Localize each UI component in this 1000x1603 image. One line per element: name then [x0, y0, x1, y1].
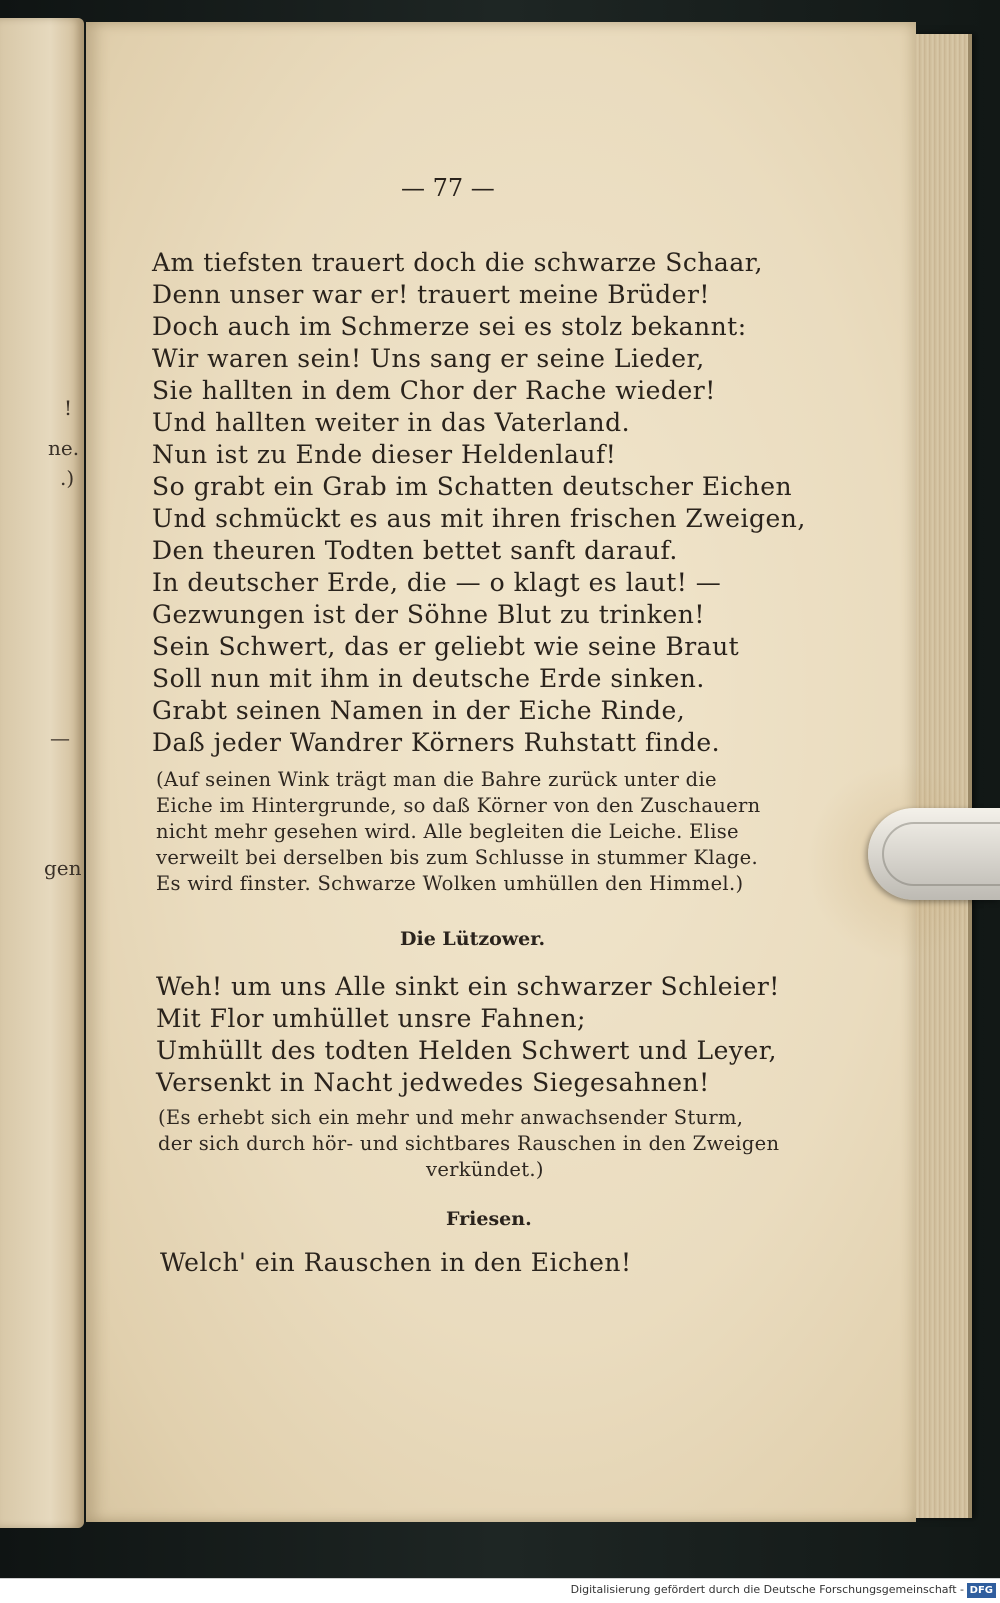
verse-line: Umhüllt des todten Helden Schwert und Leyer,	[156, 1036, 777, 1065]
speaker-name: Die Lützower.	[400, 928, 546, 950]
verse-line: Gezwungen ist der Söhne Blut zu trinken!	[152, 600, 705, 629]
verse-line: Mit Flor umhüllet unsre Fahnen;	[156, 1004, 586, 1033]
previous-page-fragment: .)	[60, 466, 75, 490]
funding-credit: Digitalisierung gefördert durch die Deutsche Forschungsgemeinschaft -	[570, 1583, 964, 1596]
verse-line: Soll nun mit ihm in deutsche Erde sinken.	[152, 664, 705, 693]
verse-line: Und hallten weiter in das Vaterland.	[152, 408, 631, 437]
stage-direction: verkündet.)	[426, 1158, 544, 1181]
stage-direction: verweilt bei derselben bis zum Schlusse in stummer Klage.	[156, 846, 759, 869]
stage-direction: Es wird finster. Schwarze Wolken umhüllen den Himmel.)	[156, 872, 744, 895]
page-clip	[868, 808, 1000, 900]
book-page	[86, 22, 916, 1522]
verse-line: Sein Schwert, das er geliebt wie seine Braut	[152, 632, 740, 661]
verse-line: Sie hallten in dem Chor der Rache wieder!	[152, 376, 716, 405]
stage-direction: (Auf seinen Wink trägt man die Bahre zurück unter die	[156, 768, 717, 791]
verse-line: Den theuren Todten bettet sanft darauf.	[152, 536, 678, 565]
verse-line: Nun ist zu Ende dieser Heldenlauf!	[152, 440, 617, 469]
stage-direction: (Es erhebt sich ein mehr und mehr anwachsender Sturm,	[158, 1106, 744, 1129]
verse-line: Denn unser war er! trauert meine Brüder!	[152, 280, 710, 309]
previous-page-fragment: gen	[44, 856, 82, 880]
digitization-footer	[0, 1578, 1000, 1603]
previous-page-fragment: —	[50, 726, 70, 750]
page-number: — 77 —	[401, 174, 495, 202]
dfg-logo-icon: DFG	[967, 1583, 996, 1598]
verse-line: Daß jeder Wandrer Körners Ruhstatt finde.	[152, 728, 721, 757]
verse-line: Wir waren sein! Uns sang er seine Lieder,	[152, 344, 705, 373]
previous-page-fragment: !	[64, 396, 73, 420]
previous-page-fragment: ne.	[48, 436, 80, 460]
verse-line: Versenkt in Nacht jedwedes Siegesahnen!	[156, 1068, 710, 1097]
stage-direction: Eiche im Hintergrunde, so daß Körner von den Zuschauern	[156, 794, 761, 817]
verse-line: In deutscher Erde, die — o klagt es laut! —	[152, 568, 722, 597]
verse-line: Und schmückt es aus mit ihren frischen Zweigen,	[152, 504, 806, 533]
verse-line: So grabt ein Grab im Schatten deutscher Eichen	[152, 472, 793, 501]
speaker-name: Friesen.	[446, 1208, 532, 1230]
stage-direction: der sich durch hör- und sichtbares Rauschen in den Zweigen	[158, 1132, 780, 1155]
verse-line: Grabt seinen Namen in der Eiche Rinde,	[152, 696, 686, 725]
verse-line: Weh! um uns Alle sinkt ein schwarzer Schleier!	[156, 972, 780, 1001]
verse-line: Am tiefsten trauert doch die schwarze Schaar,	[152, 248, 763, 277]
verse-line: Doch auch im Schmerze sei es stolz bekannt:	[152, 312, 747, 341]
stage-direction: nicht mehr gesehen wird. Alle begleiten die Leiche. Elise	[156, 820, 739, 843]
previous-page-edge	[0, 18, 84, 1528]
verse-line: Welch' ein Rauschen in den Eichen!	[160, 1248, 632, 1277]
